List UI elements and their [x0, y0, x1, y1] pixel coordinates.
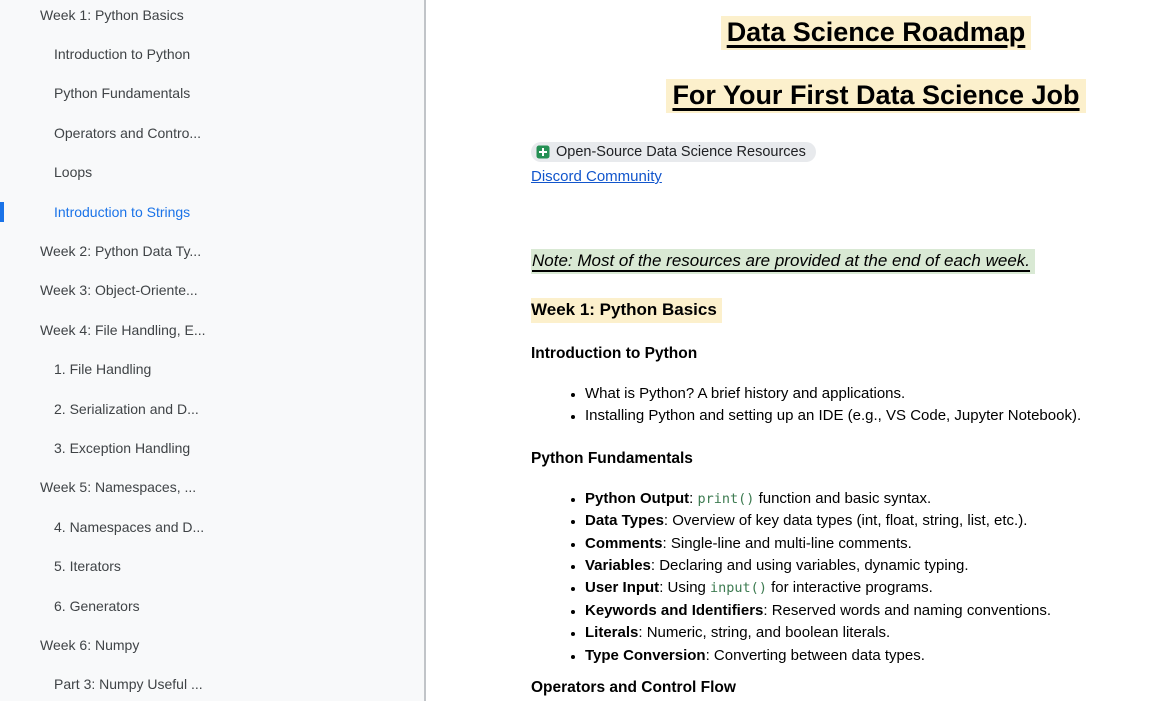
note-text: Note: Most of the resources are provided at the end of each week. — [531, 249, 1035, 274]
outline-item-label: Week 5: Namespaces, ... — [40, 479, 197, 496]
plain-text: : Reserved words and naming conventions. — [763, 601, 1052, 619]
bold-term: Python Output — [585, 489, 690, 507]
outline-item-label: Introduction to Python — [54, 46, 191, 63]
doc-title-line1-text: Data Science Roadmap — [721, 16, 1032, 50]
document-canvas — [428, 0, 1163, 701]
outline-item[interactable] — [0, 153, 424, 192]
bullet-item — [585, 510, 1163, 532]
week-heading: Week 1: Python Basics — [531, 298, 722, 323]
outline-item[interactable] — [0, 507, 424, 546]
outline-item-label: Week 3: Object-Oriente... — [40, 282, 198, 299]
sheets-icon — [536, 145, 550, 159]
doc-title-line2-text: For Your First Data Science Job — [666, 79, 1085, 113]
section-heading: Introduction to Python — [531, 345, 698, 362]
outline-item-label: 5. Iterators — [54, 558, 121, 575]
bullet-list — [531, 488, 1163, 667]
bullet-item — [585, 600, 1163, 622]
outline-item[interactable] — [0, 468, 424, 507]
bullet-item — [585, 405, 1163, 427]
outline-item-label: Loops — [54, 164, 93, 181]
plain-text: : Numeric, string, and boolean literals. — [638, 624, 891, 642]
outline-item[interactable] — [0, 231, 424, 270]
bullet-item — [585, 577, 1163, 599]
plain-text: Installing Python and setting up an IDE (e.g., VS Code, Jupyter Notebook). — [585, 407, 1082, 425]
bullet-item — [585, 488, 1163, 510]
outline-item-label: Introduction to Strings — [54, 203, 191, 220]
bold-term: Data Types — [585, 512, 664, 530]
outline-item-label: Week 4: File Handling, E... — [40, 321, 206, 338]
plain-text: What is Python? A brief history and applications. — [585, 385, 906, 402]
doc-title-line1 — [531, 15, 1163, 50]
note-row — [531, 249, 1163, 274]
outline-item[interactable] — [0, 113, 424, 152]
bullet-item — [585, 645, 1163, 667]
bullet-item — [585, 533, 1163, 555]
sheets-resource-chip[interactable] — [531, 142, 816, 162]
bold-term: User Input — [585, 579, 660, 597]
outline-item-label: Week 1: Python Basics — [40, 6, 184, 23]
outline-item[interactable] — [0, 428, 424, 467]
section-heading: Operators and Control Flow — [531, 679, 736, 697]
plain-text: : Converting between data types. — [705, 646, 925, 664]
section-heading: Python Fundamentals — [531, 449, 693, 467]
bullet-item — [585, 622, 1163, 644]
plain-text: : — [689, 489, 698, 507]
bullet-item — [585, 383, 1163, 405]
outline-item-label: Week 6: Numpy — [40, 636, 140, 653]
bold-term: Variables — [585, 557, 651, 575]
outline-item-label: 3. Exception Handling — [54, 439, 191, 456]
sections-container — [531, 345, 1163, 697]
outline-item[interactable] — [0, 546, 424, 585]
bullet-item — [585, 555, 1163, 577]
outline-item[interactable] — [0, 389, 424, 428]
plain-text: for interactive programs. — [766, 579, 933, 597]
bold-term: Type Conversion — [585, 646, 706, 664]
outline-list — [0, 0, 424, 701]
outline-item-label: Part 3: Numpy Useful ... — [54, 676, 203, 693]
outline-item[interactable] — [0, 625, 424, 664]
chip-row — [531, 142, 1163, 164]
plain-text: : Single-line and multi-line comments. — [662, 534, 912, 552]
discord-community-link[interactable]: Discord Community — [531, 168, 662, 185]
outline-item[interactable] — [0, 0, 424, 34]
active-indicator — [0, 202, 4, 222]
outline-item[interactable] — [0, 350, 424, 389]
document-page — [531, 15, 1163, 697]
plain-text: : Declaring and using variables, dynamic typing. — [650, 557, 969, 575]
outline-item[interactable] — [0, 586, 424, 625]
outline-item[interactable] — [0, 665, 424, 701]
bold-term: Comments — [585, 534, 663, 552]
outline-item[interactable] — [0, 271, 424, 310]
outline-item[interactable] — [0, 74, 424, 113]
outline-item-label: Python Fundamentals — [54, 85, 191, 102]
plain-text: : Using — [659, 579, 711, 597]
bold-term: Literals — [585, 624, 639, 642]
inline-code: input() — [710, 580, 767, 597]
week-heading-row — [531, 298, 1163, 323]
outline-item[interactable] — [0, 192, 424, 231]
doc-title-line2 — [531, 78, 1163, 113]
outline-item-label: Week 2: Python Data Ty... — [40, 243, 202, 260]
inline-code: print() — [697, 490, 755, 507]
link-row — [531, 168, 1163, 186]
chip-label: Open-Source Data Science Resources — [556, 144, 806, 160]
outline-item-label: 6. Generators — [54, 597, 140, 614]
outline-item[interactable] — [0, 310, 424, 349]
outline-item-label: 2. Serialization and D... — [54, 400, 199, 417]
outline-item-label: 1. File Handling — [54, 361, 152, 378]
outline-item[interactable] — [0, 34, 424, 73]
outline-item-label: Operators and Contro... — [54, 124, 202, 141]
outline-item-label: 4. Namespaces and D... — [54, 518, 205, 535]
plain-text: : Overview of key data types (int, float, string, list, etc.). — [663, 512, 1028, 530]
plain-text: function and basic syntax. — [754, 489, 932, 507]
bullet-list — [531, 383, 1163, 428]
document-outline-sidebar — [0, 0, 426, 701]
bold-term: Keywords and Identifiers — [585, 601, 764, 619]
